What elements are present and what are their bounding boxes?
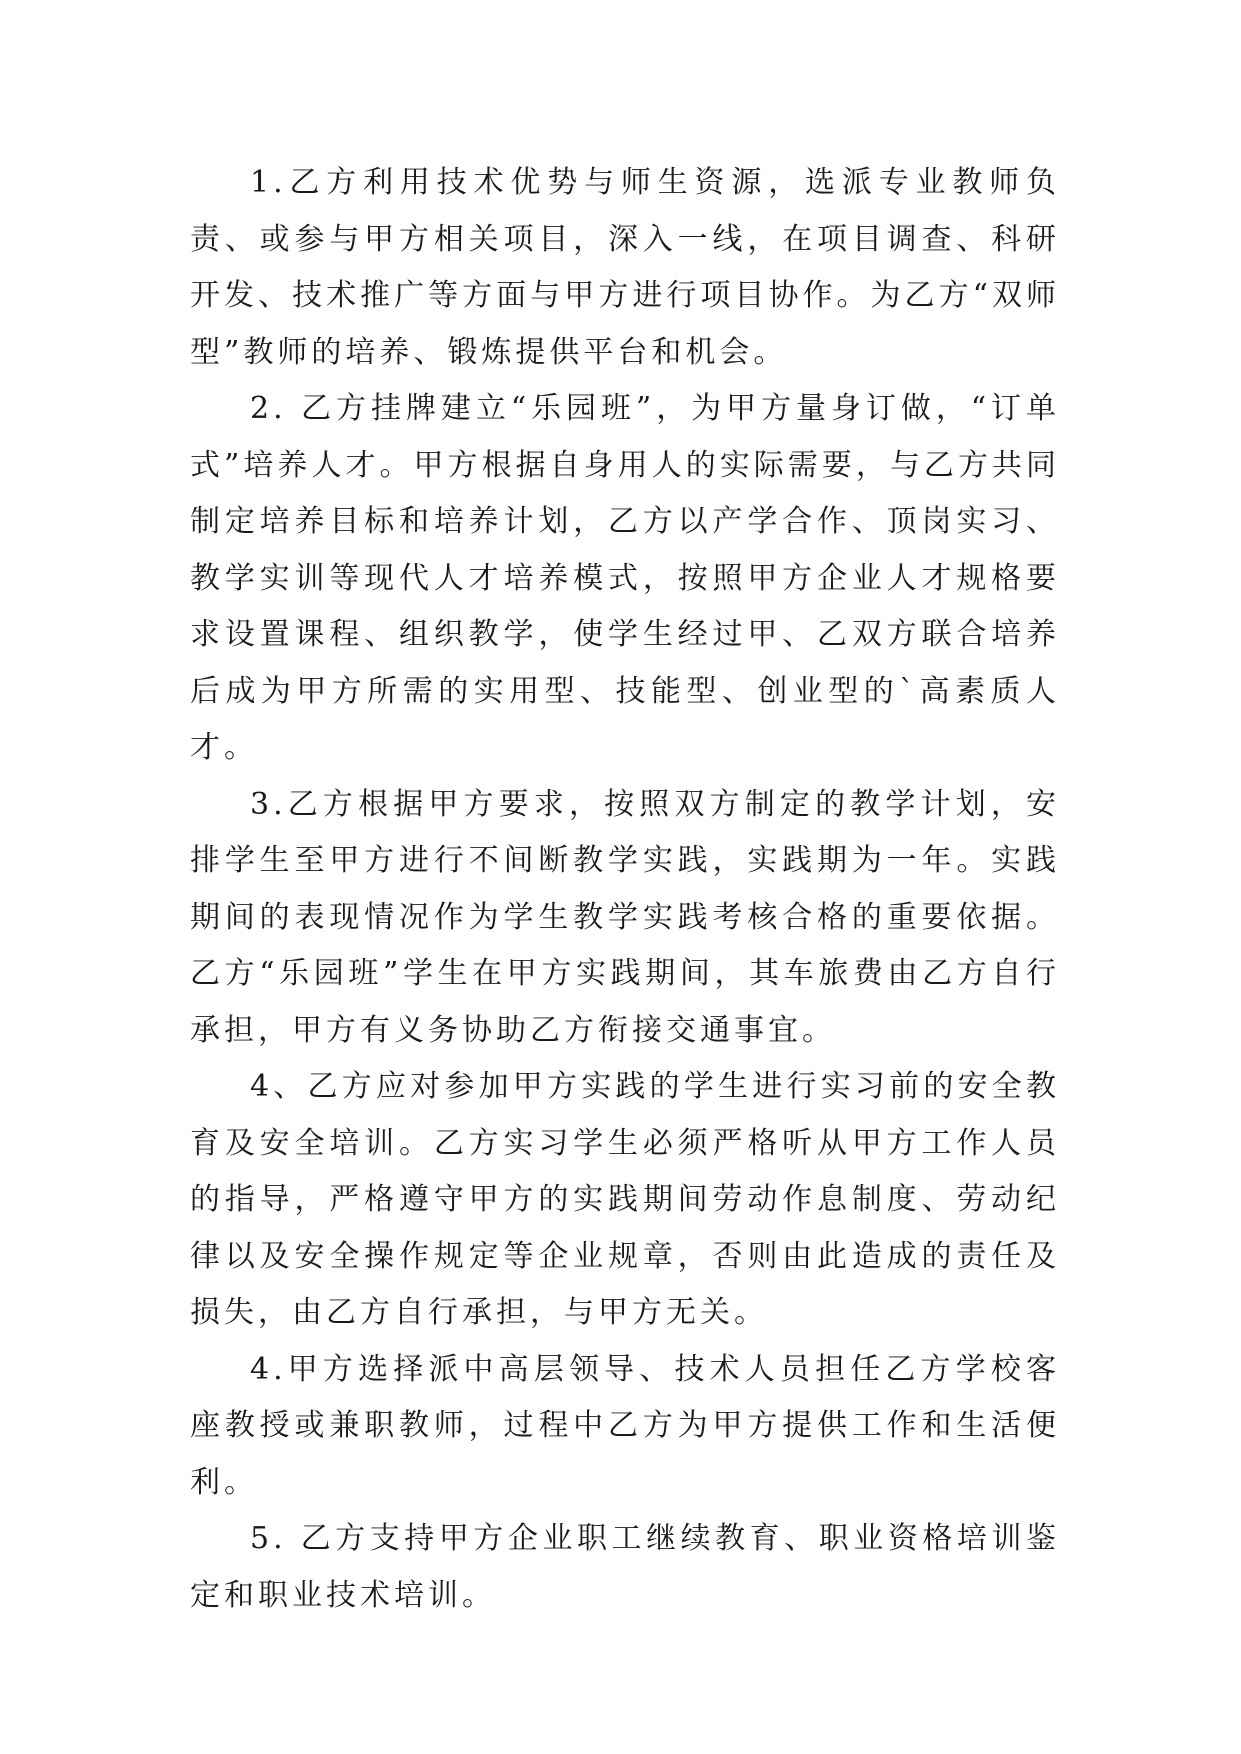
paragraph-1: 1.乙方利用技术优势与师生资源，选派专业教师负责、或参与甲方相关项目，深入一线，在项目调查、科研开发、技术推广等方面与甲方进行项目协作。为乙方“双师型”教师的培养、锻炼提供平台和机会。 <box>190 165 1060 370</box>
paragraph-3: 3.乙方根据甲方要求，按照双方制定的教学计划，安排学生至甲方进行不间断教学实践，实践期为一年。实践期间的表现情况作为学生教学实践考核合格的重要依据。乙方“乐园班”学生在甲方实践期间，其车旅费由乙方自行承担，甲方有义务协助乙方衔接交通事宜。 <box>190 786 1060 1048</box>
document-body <box>190 155 1060 1624</box>
paragraph-5: 4.甲方选择派中高层领导、技术人员担任乙方学校客座教授或兼职教师，过程中乙方为甲方提供工作和生活便利。 <box>190 1351 1060 1500</box>
paragraph-4: 4、乙方应对参加甲方实践的学生进行实习前的安全教育及安全培训。乙方实习学生必须严格听从甲方工作人员的指导，严格遵守甲方的实践期间劳动作息制度、劳动纪律以及安全操作规定等企业规章，否则由此造成的责任及损失，由乙方自行承担，与甲方无关。 <box>190 1069 1060 1330</box>
paragraph-6: 5. 乙方支持甲方企业职工继续教育、职业资格培训鉴定和职业技术培训。 <box>190 1521 1060 1613</box>
paragraph-2: 2. 乙方挂牌建立“乐园班”，为甲方量身订做，“订单式”培养人才。甲方根据自身用人的实际需要，与乙方共同制定培养目标和培养计划，乙方以产学合作、顶岗实习、教学实训等现代人才培养模式，按照甲方企业人才规格要求设置课程、组织教学，使学生经过甲、乙双方联合培养后成为甲方所需的实用型、技能型、创业型的`高素质人才。 <box>190 391 1060 765</box>
